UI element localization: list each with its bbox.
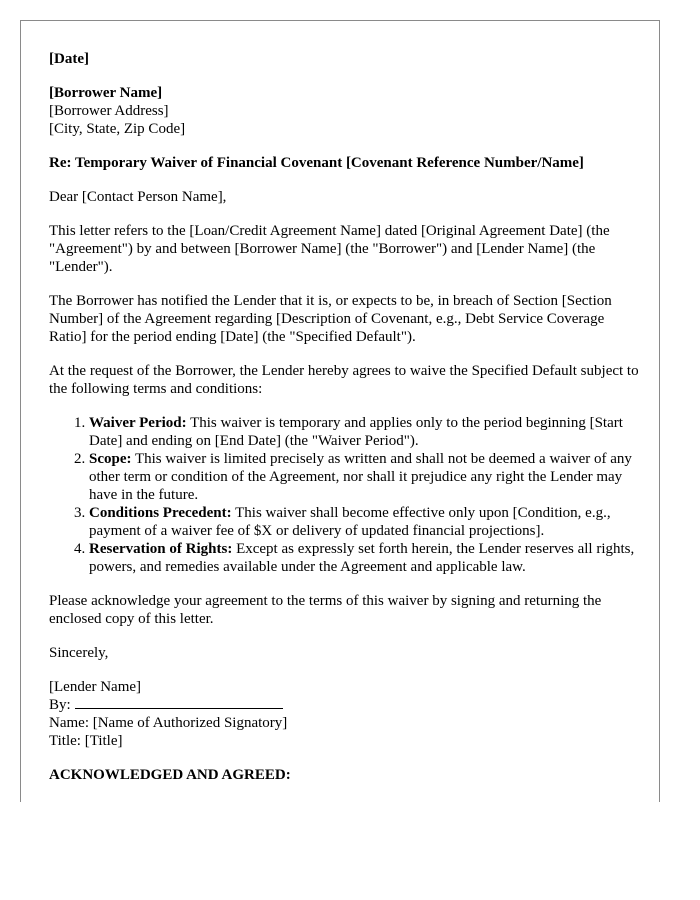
term-item-reservation-of-rights <box>89 540 639 576</box>
signature-by-line <box>49 696 639 714</box>
term-text: This waiver is limited precisely as written and shall not be deemed a waiver of any other term or condition of the Agreement, nor shall it prejudice any right the Lender may have in the future. <box>89 451 632 503</box>
by-label: By: <box>49 697 71 713</box>
term-title: Scope: <box>89 451 132 467</box>
term-item-conditions-precedent <box>89 504 639 540</box>
term-text: This waiver shall become effective only upon [Condition, e.g., payment of a waiver fee of $X or delivery of updated financial projections]. <box>89 505 611 539</box>
term-item-scope <box>89 450 639 504</box>
borrower-address-block <box>49 84 639 138</box>
borrower-address: [Borrower Address] <box>49 103 169 119</box>
terms-list <box>49 414 639 576</box>
term-text: Except as expressly set forth herein, the Lender reserves all rights, powers, and remedies available under the Agreement and applicable law. <box>89 541 635 575</box>
term-title: Conditions Precedent: <box>89 505 232 521</box>
borrower-name: [Borrower Name] <box>49 85 163 101</box>
letter-content <box>49 50 639 800</box>
signatory-name: Name: [Name of Authorized Signatory] <box>49 715 288 731</box>
term-text: This waiver is temporary and applies only to the period beginning [Start Date] and ending on [End Date] (the "Waiver Period"). <box>89 415 623 449</box>
letter-date: [Date] <box>49 51 89 67</box>
signatory-title: Title: [Title] <box>49 733 123 749</box>
term-title: Reservation of Rights: <box>89 541 233 557</box>
signature-block <box>49 678 639 750</box>
salutation: Dear [Contact Person Name], <box>49 189 227 205</box>
lender-name: [Lender Name] <box>49 679 142 695</box>
paragraph-breach-notice: The Borrower has notified the Lender that it is, or expects to be, in breach of Section [Section Number] of the Agreement regarding [Description of Covenant, e.g., Debt Service Coverage Ratio] for the period ending [Date] (the "Specified Default"). <box>49 293 612 345</box>
letter-page <box>20 20 660 802</box>
signature-line <box>75 696 283 709</box>
borrower-city-state-zip: [City, State, Zip Code] <box>49 121 186 137</box>
paragraph-waiver-intro: At the request of the Borrower, the Lender hereby agrees to waive the Specified Default subject to the following terms and conditions: <box>49 363 639 397</box>
term-item-waiver-period <box>89 414 639 450</box>
acknowledge-request: Please acknowledge your agreement to the terms of this waiver by signing and returning the enclosed copy of this letter. <box>49 593 602 627</box>
subject-line: Re: Temporary Waiver of Financial Covenant [Covenant Reference Number/Name] <box>49 155 584 171</box>
acknowledged-heading: ACKNOWLEDGED AND AGREED: <box>49 767 291 783</box>
term-title: Waiver Period: <box>89 415 187 431</box>
paragraph-agreement-reference: This letter refers to the [Loan/Credit Agreement Name] dated [Original Agreement Date] (the "Agreement") by and between [Borrower Name] (the "Borrower") and [Lender Name] (the "Lender"). <box>49 223 610 275</box>
closing: Sincerely, <box>49 645 109 661</box>
